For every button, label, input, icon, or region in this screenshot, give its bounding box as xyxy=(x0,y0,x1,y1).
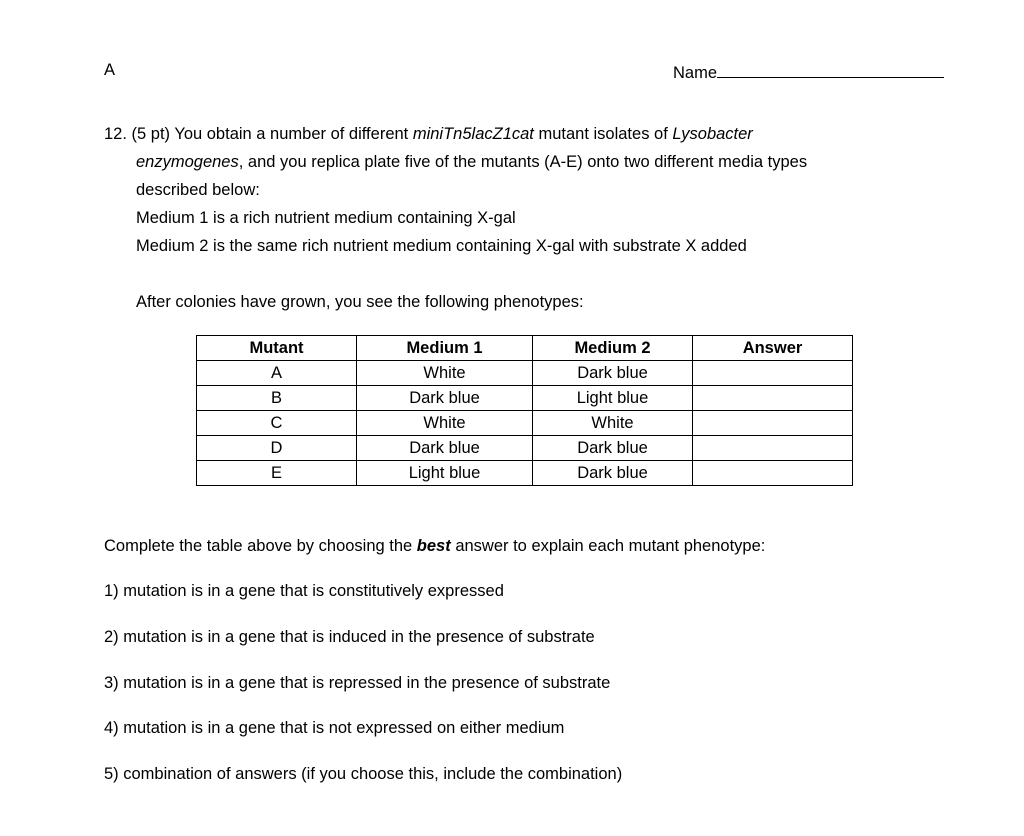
medium-1-cell: White xyxy=(357,361,533,386)
medium-2-description: Medium 2 is the same rich nutrient medium containing X-gal with substrate X added xyxy=(136,237,747,255)
option-3: 3) mutation is in a gene that is repressed in the presence of substrate xyxy=(104,674,611,692)
table-row xyxy=(197,386,853,411)
mutant-cell: D xyxy=(197,436,357,461)
organism-species: enzymogenes xyxy=(136,153,239,171)
medium-2-cell: Dark blue xyxy=(533,461,693,486)
transposon-name: miniTn5lacZ1cat xyxy=(412,125,534,143)
medium-1-cell: Dark blue xyxy=(357,436,533,461)
answer-cell[interactable] xyxy=(693,411,853,436)
table-row xyxy=(197,361,853,386)
instructions xyxy=(104,538,765,555)
answer-cell[interactable] xyxy=(693,361,853,386)
question-text-start: (5 pt) You obtain a number of different xyxy=(131,125,413,143)
header-medium-1: Medium 1 xyxy=(357,336,533,361)
header-mutant: Mutant xyxy=(197,336,357,361)
phenotype-intro: After colonies have grown, you see the following phenotypes: xyxy=(136,293,584,311)
question-line-3: described below: xyxy=(136,181,260,199)
answer-cell[interactable] xyxy=(693,436,853,461)
mutant-cell: E xyxy=(197,461,357,486)
question-number: 12. xyxy=(104,125,127,143)
medium-1-cell: Light blue xyxy=(357,461,533,486)
medium-2-cell: Dark blue xyxy=(533,361,693,386)
question-line-2-text: , and you replica plate five of the mutants (A-E) onto two different media types xyxy=(238,153,808,171)
answer-cell[interactable] xyxy=(693,386,853,411)
question-line-2 xyxy=(136,154,807,171)
question-text-mid: mutant isolates of xyxy=(533,125,673,143)
organism-genus: Lysobacter xyxy=(672,125,753,143)
medium-2-cell: Light blue xyxy=(533,386,693,411)
table-row xyxy=(197,461,853,486)
medium-1-cell: White xyxy=(357,411,533,436)
name-blank-line[interactable] xyxy=(717,62,944,78)
header-answer: Answer xyxy=(693,336,853,361)
question-line-1 xyxy=(104,126,753,143)
medium-2-cell: White xyxy=(533,411,693,436)
medium-1-description: Medium 1 is a rich nutrient medium containing X-gal xyxy=(136,209,516,227)
name-label: Name xyxy=(673,64,718,82)
table-row xyxy=(197,436,853,461)
option-2: 2) mutation is in a gene that is induced in the presence of substrate xyxy=(104,628,595,646)
table-row xyxy=(197,411,853,436)
mutant-cell: A xyxy=(197,361,357,386)
name-field[interactable] xyxy=(673,62,944,82)
exam-version-label: A xyxy=(104,61,116,79)
option-5: 5) combination of answers (if you choose this, include the combination) xyxy=(104,765,623,783)
option-1: 1) mutation is in a gene that is constitutively expressed xyxy=(104,582,504,600)
phenotype-table xyxy=(196,335,853,486)
header-medium-2: Medium 2 xyxy=(533,336,693,361)
mutant-cell: B xyxy=(197,386,357,411)
table-header-row xyxy=(197,336,853,361)
option-4: 4) mutation is in a gene that is not expressed on either medium xyxy=(104,719,565,737)
medium-1-cell: Dark blue xyxy=(357,386,533,411)
instructions-start: Complete the table above by choosing the xyxy=(104,537,417,555)
answer-cell[interactable] xyxy=(693,461,853,486)
mutant-cell: C xyxy=(197,411,357,436)
instructions-end: answer to explain each mutant phenotype: xyxy=(450,537,766,555)
instructions-emphasis: best xyxy=(416,537,451,555)
medium-2-cell: Dark blue xyxy=(533,436,693,461)
